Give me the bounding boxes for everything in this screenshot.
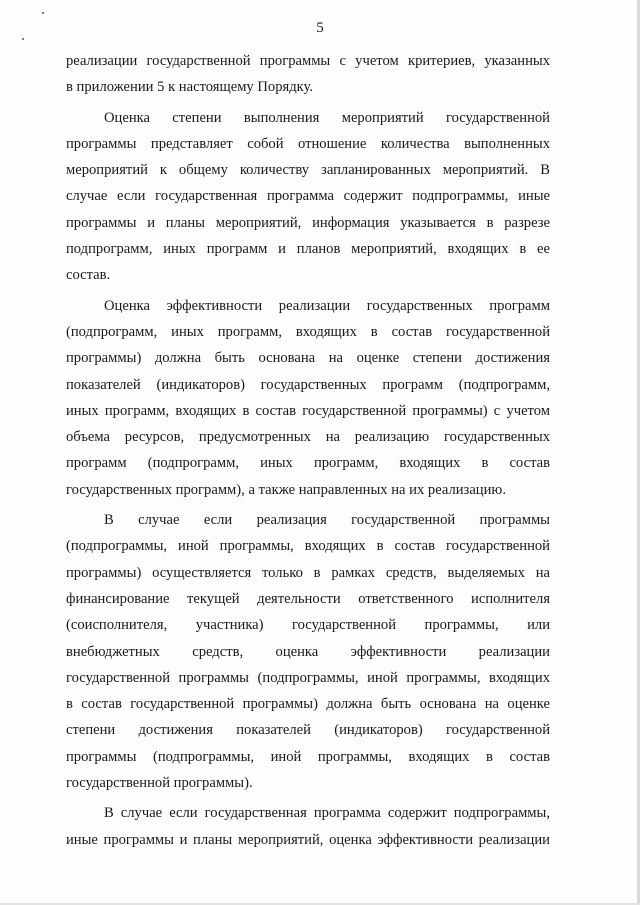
text-line: (подпрограмм, иных программ, входящих в состав государственной <box>66 323 550 340</box>
text-line: Оценка эффективности реализации государственных программ <box>104 297 550 314</box>
paragraph-funding-case <box>66 507 550 796</box>
scan-speck-mark <box>22 38 24 40</box>
text-line: степени достижения показателей (индикаторов) государственной <box>66 722 550 739</box>
text-line: Оценка степени выполнения мероприятий государственной <box>104 109 550 126</box>
text-line: мероприятий к общему количеству запланированных мероприятий. В <box>66 162 550 179</box>
text-line: программы) должна быть основана на оценке степени достижения <box>66 350 550 367</box>
paragraph-subprograms-case <box>66 800 550 853</box>
paragraph-efficiency-assessment <box>66 293 550 503</box>
text-line: программы представляет собой отношение количества выполненных <box>66 135 550 152</box>
text-line: состав. <box>66 267 111 284</box>
paragraph-execution-assessment <box>66 105 550 289</box>
page-number: 5 <box>316 20 324 36</box>
text-line: в приложении 5 к настоящему Порядку. <box>66 79 314 96</box>
text-line: программы и планы мероприятий, информация указывается в разрезе <box>66 214 550 231</box>
text-line: внебюджетных средств, оценка эффективности реализации <box>66 643 550 660</box>
text-line: финансирование текущей деятельности ответственного исполнителя <box>66 590 550 607</box>
text-line: объема ресурсов, предусмотренных на реализацию государственных <box>66 429 550 446</box>
text-line: программы) осуществляется только в рамках средств, выделяемых на <box>66 564 550 581</box>
text-line: случае если государственная программа содержит подпрограммы, иные <box>66 188 550 205</box>
text-line: государственной программы). <box>66 775 253 792</box>
text-line: программы (подпрограммы, иной программы, входящих в состав <box>66 748 550 765</box>
text-line: государственных программ), а также направленных на их реализацию. <box>66 481 506 498</box>
scan-speck-mark <box>42 12 44 14</box>
document-body <box>66 48 550 853</box>
text-line: иных программ, входящих в состав государственной программы) с учетом <box>66 402 550 419</box>
text-line: иные программы и планы мероприятий, оценка эффективности реализации <box>66 831 550 848</box>
text-line: В случае если государственная программа содержит подпрограммы, <box>104 805 550 822</box>
text-line: В случае если реализация государственной программы <box>104 512 550 529</box>
text-line: подпрограмм, иных программ и планов мероприятий, входящих в ее <box>66 241 550 258</box>
text-line: государственной программы (подпрограммы, иной программы, входящих <box>66 669 550 686</box>
text-line: реализации государственной программы с учетом критериев, указанных <box>66 53 550 69</box>
text-line: показателей (индикаторов) государственных программ (подпрограмм, <box>66 376 550 393</box>
text-line: (соисполнителя, участника) государственной программы, или <box>66 617 550 634</box>
text-line: программ (подпрограмм, иных программ, входящих в состав <box>66 455 550 472</box>
paragraph-continuation <box>66 48 550 101</box>
text-line: (подпрограммы, иной программы, входящих в состав государственной <box>66 538 550 555</box>
text-line: в состав государственной программы) должна быть основана на оценке <box>66 696 550 713</box>
